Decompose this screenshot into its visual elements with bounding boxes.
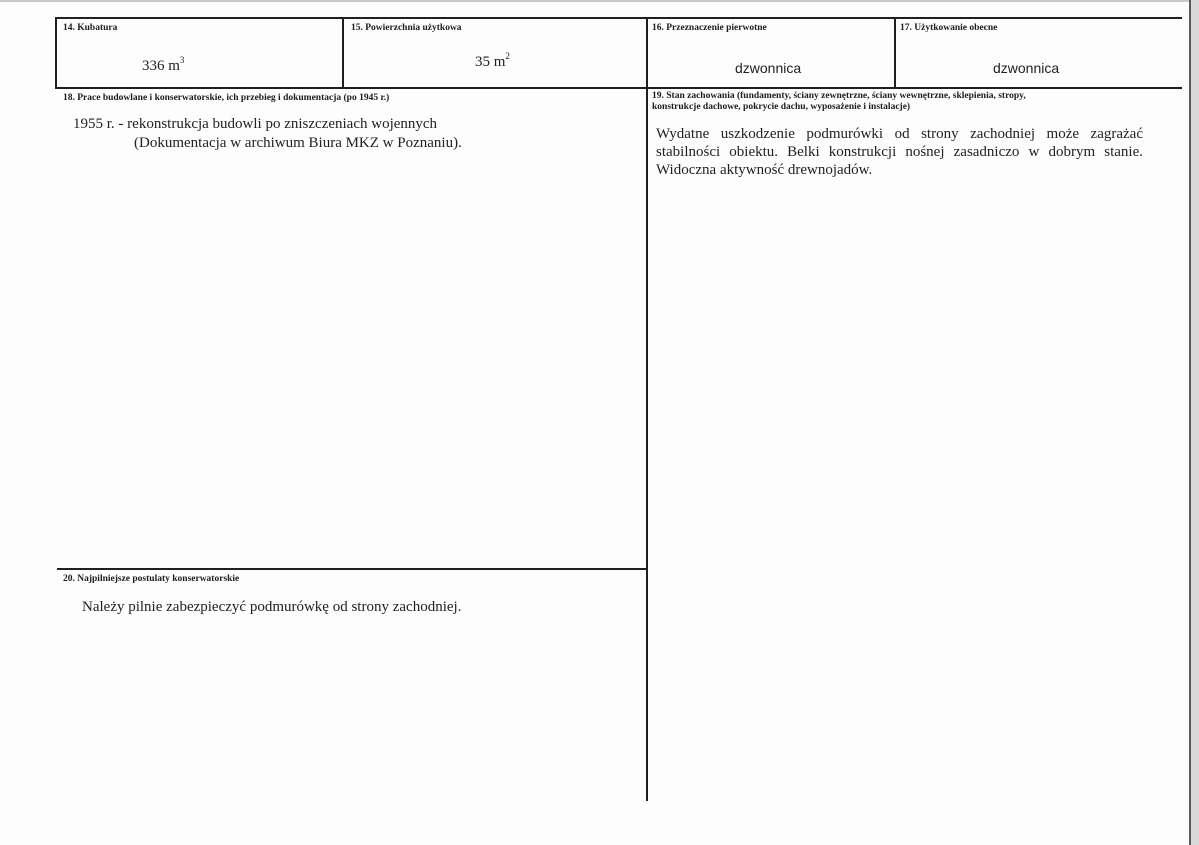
section19-label-line-1: 19. Stan zachowania (fundamenty, ściany zewnętrzne, ściany wewnętrzne, sklepienia, stropy, (652, 91, 1026, 101)
divider-14-15 (342, 17, 344, 89)
section20-top-line (57, 568, 648, 570)
center-divider-line (646, 17, 648, 801)
section20-text: Należy pilnie zabezpieczyć podmurówkę od strony zachodniej. (82, 599, 462, 615)
field14-value (142, 57, 184, 75)
left-border-line (55, 17, 57, 89)
scan-edge-top (0, 0, 1189, 2)
field15-value (475, 53, 510, 71)
field14-value-text: 336 m (142, 58, 180, 74)
field16-label: 16. Przeznaczenie pierwotne (652, 23, 767, 33)
field14-value-sup: 3 (179, 55, 185, 65)
section18-line-2: (Dokumentacja w archiwum Biura MKZ w Poznaniu). (134, 135, 462, 151)
field17-label: 17. Użytkowanie obecne (900, 23, 998, 33)
field16-value: dzwonnica (735, 60, 802, 76)
field17-value: dzwonnica (993, 60, 1060, 76)
section19-text-line-1: Wydatne uszkodzenie podmurówki od strony zachodniej może zagrażać (656, 126, 1143, 142)
field14-label: 14. Kubatura (63, 23, 118, 33)
field15-value-sup: 2 (505, 51, 510, 61)
top-border-line (55, 17, 1182, 19)
section19-label-line-2: konstrukcje dachowe, pokrycie dachu, wyposażenie i instalacje) (652, 102, 911, 112)
section19-text-line-2: stabilności obiektu. Belki konstrukcji nośnej zasadniczo w dobrym stanie. (656, 144, 1143, 160)
section19-text-line-3: Widoczna aktywność drewnojadów. (656, 162, 873, 178)
field15-label: 15. Powierzchnia użytkowa (351, 23, 462, 33)
scan-edge-right (1189, 0, 1199, 845)
section18-line-1: 1955 r. - rekonstrukcja budowli po zniszczeniach wojennych (73, 116, 438, 132)
divider-16-17 (894, 17, 896, 89)
field15-value-text: 35 m (475, 54, 506, 70)
section18-label: 18. Prace budowlane i konserwatorskie, ich przebieg i dokumentacja (po 1945 r.) (63, 93, 390, 103)
section20-label: 20. Najpilniejsze postulaty konserwatorskie (63, 574, 240, 584)
row1-bottom-line (55, 87, 1182, 89)
